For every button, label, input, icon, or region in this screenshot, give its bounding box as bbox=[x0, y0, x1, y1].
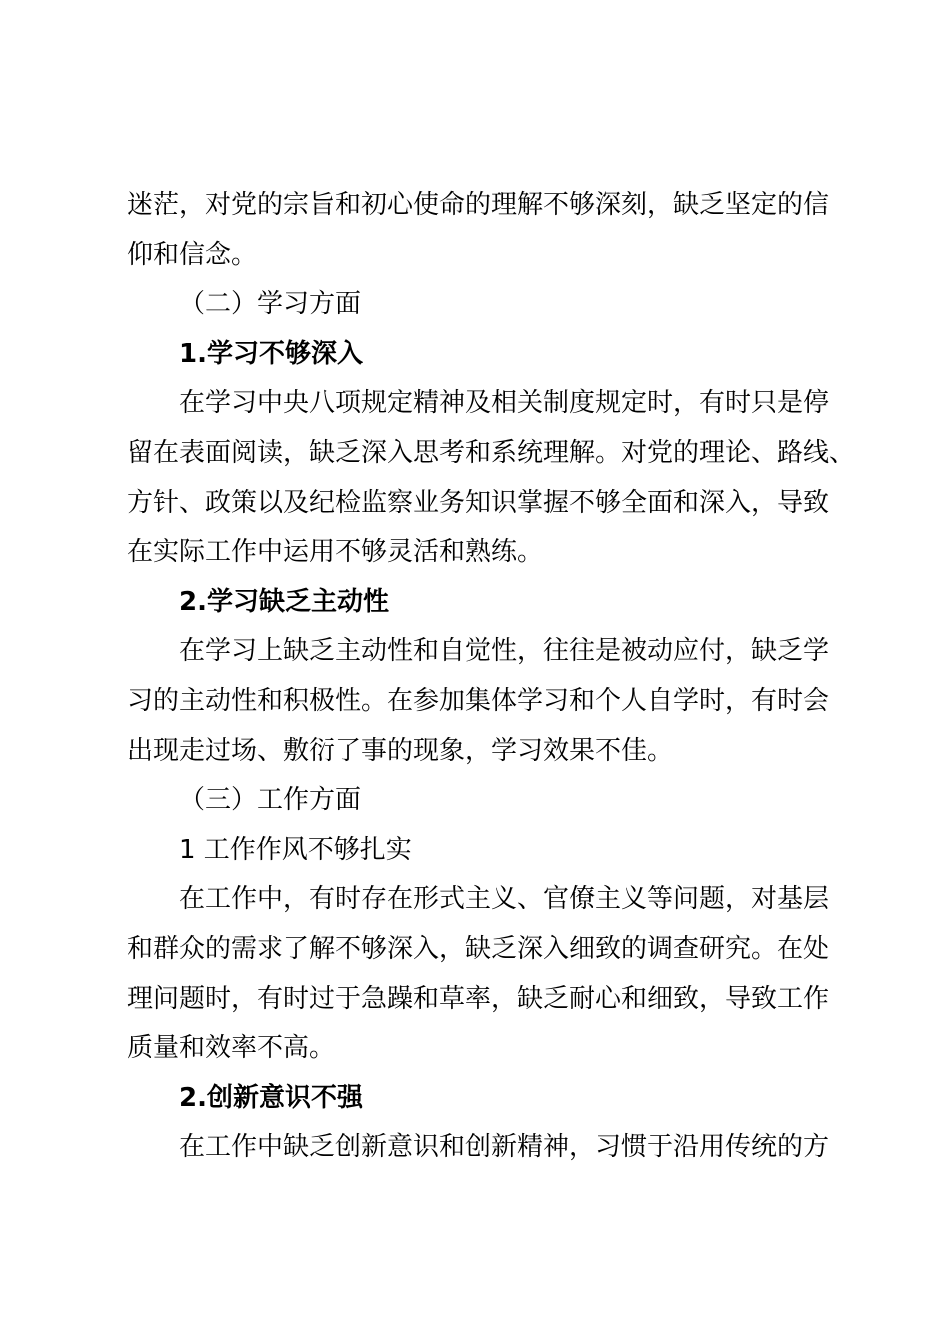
paragraph-line: 质量和效率不高。 bbox=[127, 1033, 336, 1064]
section-heading-study: （二）学习方面 bbox=[179, 289, 362, 320]
subheading-innovation: 2.创新意识不强 bbox=[179, 1082, 363, 1113]
section-heading-work: （三）工作方面 bbox=[179, 785, 362, 816]
paragraph-line: 方针、政策以及纪检监察业务知识掌握不够全面和深入，导致 bbox=[127, 487, 830, 518]
paragraph-line: 迷茫，对党的宗旨和初心使命的理解不够深刻，缺乏坚定的信 bbox=[127, 190, 830, 220]
paragraph-line: 仰和信念。 bbox=[127, 239, 258, 270]
paragraph-line: 在工作中缺乏创新意识和创新精神，习惯于沿用传统的方 bbox=[179, 1132, 830, 1163]
paragraph-line: 出现走过场、敷衍了事的现象，学习效果不佳。 bbox=[127, 735, 674, 766]
paragraph-line: 在实际工作中运用不够灵活和熟练。 bbox=[127, 537, 544, 568]
paragraph-line: 习的主动性和积极性。在参加集体学习和个人自学时，有时会 bbox=[127, 685, 830, 716]
paragraph-line: 在工作中，有时存在形式主义、官僚主义等问题，对基层 bbox=[179, 884, 830, 915]
paragraph-line: 和群众的需求了解不够深入，缺乏深入细致的调查研究。在处 bbox=[127, 933, 830, 964]
paragraph-line: 留在表面阅读，缺乏深入思考和系统理解。对党的理论、路线、 bbox=[127, 437, 856, 468]
subheading-study-initiative: 2.学习缺乏主动性 bbox=[179, 586, 389, 617]
paragraph-line: 在学习上缺乏主动性和自觉性，往往是被动应付，缺乏学 bbox=[179, 636, 830, 667]
subheading-study-not-deep: 1.学习不够深入 bbox=[179, 338, 363, 369]
document-body bbox=[127, 181, 856, 1173]
paragraph-line: 理问题时，有时过于急躁和草率，缺乏耐心和细致，导致工作 bbox=[127, 983, 830, 1014]
paragraph-line: 在学习中央八项规定精神及相关制度规定时，有时只是停 bbox=[179, 388, 830, 419]
subheading-work-style: 1 工作作风不够扎实 bbox=[179, 834, 412, 865]
